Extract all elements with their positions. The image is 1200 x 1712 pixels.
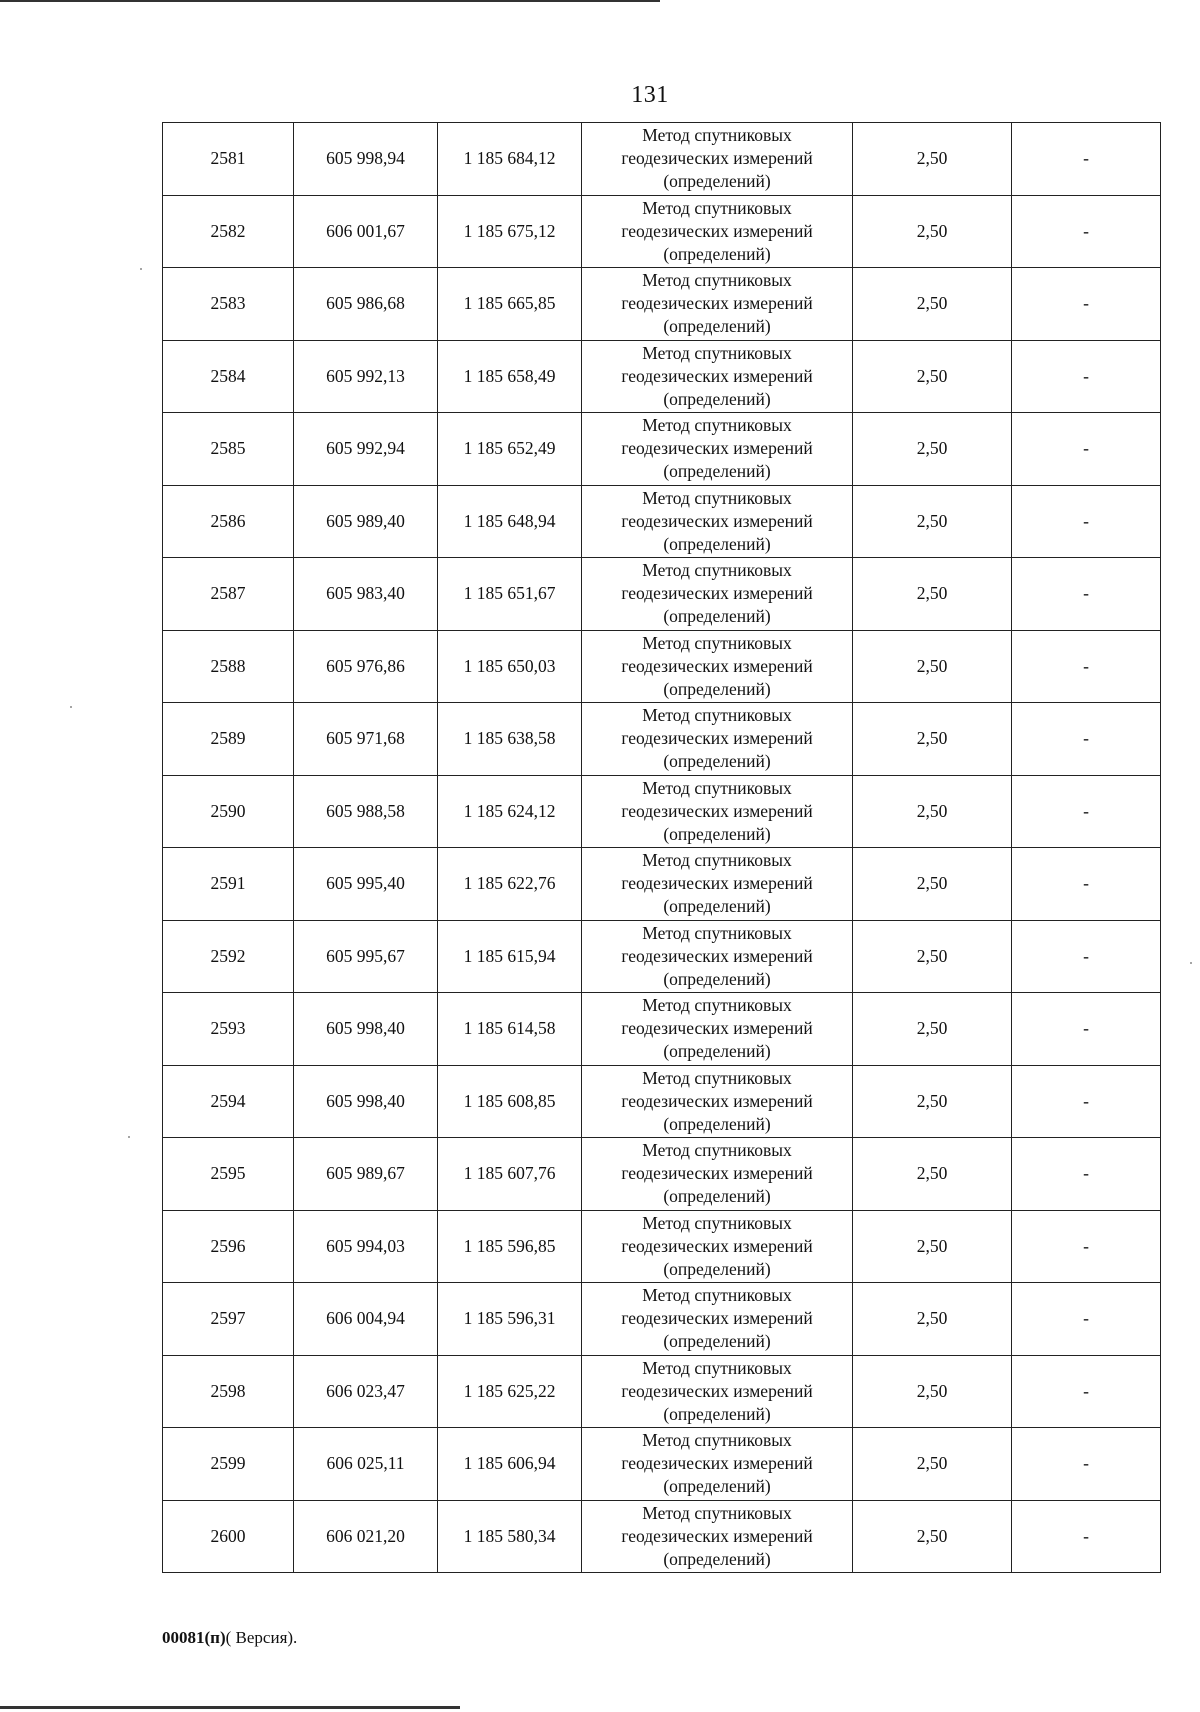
point-number-cell: 2583 — [163, 268, 294, 341]
method-text-line: геодезических измерений — [621, 873, 813, 894]
description-cell: - — [1012, 195, 1161, 268]
method-text-line: геодезических измерений — [621, 220, 813, 241]
description-cell: - — [1012, 703, 1161, 776]
method-cell — [582, 1065, 853, 1138]
x-coordinate-cell: 605 983,40 — [294, 558, 438, 631]
method-text-line: (определений) — [663, 678, 771, 699]
coordinates-table-body — [163, 123, 1161, 1573]
accuracy-cell: 2,50 — [853, 848, 1012, 921]
table-row — [163, 340, 1161, 413]
accuracy-cell: 2,50 — [853, 920, 1012, 993]
point-number-cell: 2597 — [163, 1283, 294, 1356]
x-coordinate-cell: 605 989,40 — [294, 485, 438, 558]
table-row — [163, 1355, 1161, 1428]
y-coordinate-cell: 1 185 648,94 — [438, 485, 582, 558]
method-text-line: геодезических измерений — [621, 510, 813, 531]
point-number-cell: 2594 — [163, 1065, 294, 1138]
method-cell — [582, 1500, 853, 1573]
point-number-cell: 2595 — [163, 1138, 294, 1211]
method-cell — [582, 1138, 853, 1211]
table-row — [163, 848, 1161, 921]
method-cell — [582, 1210, 853, 1283]
description-cell: - — [1012, 340, 1161, 413]
table-row — [163, 413, 1161, 486]
table-row — [163, 775, 1161, 848]
scan-speck — [128, 1136, 130, 1138]
top-scan-rule — [0, 0, 660, 2]
coordinates-table — [162, 122, 1161, 1573]
method-cell — [582, 993, 853, 1066]
method-text-line: геодезических измерений — [621, 293, 813, 314]
method-cell — [582, 268, 853, 341]
method-text-line: геодезических измерений — [621, 1453, 813, 1474]
table-row — [163, 1428, 1161, 1501]
method-cell — [582, 1283, 853, 1356]
table-row — [163, 485, 1161, 558]
accuracy-cell: 2,50 — [853, 1210, 1012, 1283]
accuracy-cell: 2,50 — [853, 340, 1012, 413]
table-row — [163, 123, 1161, 196]
method-text-line: геодезических измерений — [621, 945, 813, 966]
method-cell — [582, 123, 853, 196]
description-cell: - — [1012, 1355, 1161, 1428]
point-number-cell: 2598 — [163, 1355, 294, 1428]
table-row — [163, 1138, 1161, 1211]
method-text-line: геодезических измерений — [621, 1380, 813, 1401]
accuracy-cell: 2,50 — [853, 993, 1012, 1066]
method-text-line: (определений) — [663, 1331, 771, 1352]
y-coordinate-cell: 1 185 607,76 — [438, 1138, 582, 1211]
method-text-line: Метод спутниковых — [642, 125, 792, 146]
table-row — [163, 558, 1161, 631]
method-text-line: Метод спутниковых — [642, 705, 792, 726]
method-text-line: (определений) — [663, 1113, 771, 1134]
y-coordinate-cell: 1 185 638,58 — [438, 703, 582, 776]
method-text-line: (определений) — [663, 1548, 771, 1569]
method-text-line: (определений) — [663, 1041, 771, 1062]
accuracy-cell: 2,50 — [853, 485, 1012, 558]
accuracy-cell: 2,50 — [853, 195, 1012, 268]
y-coordinate-cell: 1 185 596,31 — [438, 1283, 582, 1356]
table-row — [163, 1065, 1161, 1138]
method-text-line: геодезических измерений — [621, 655, 813, 676]
description-cell: - — [1012, 1065, 1161, 1138]
point-number-cell: 2585 — [163, 413, 294, 486]
method-text-line: геодезических измерений — [621, 148, 813, 169]
method-text-line: (определений) — [663, 751, 771, 772]
method-cell — [582, 195, 853, 268]
description-cell: - — [1012, 268, 1161, 341]
description-cell: - — [1012, 558, 1161, 631]
point-number-cell: 2581 — [163, 123, 294, 196]
method-text-line: геодезических измерений — [621, 1235, 813, 1256]
accuracy-cell: 2,50 — [853, 1065, 1012, 1138]
point-number-cell: 2591 — [163, 848, 294, 921]
footer-code: 00081(п) — [162, 1628, 226, 1647]
x-coordinate-cell: 605 998,40 — [294, 1065, 438, 1138]
table-row — [163, 1500, 1161, 1573]
footer-version: ( Версия). — [225, 1628, 298, 1647]
method-text-line: геодезических измерений — [621, 800, 813, 821]
method-text-line: (определений) — [663, 968, 771, 989]
method-text-line: Метод спутниковых — [642, 995, 792, 1016]
method-cell — [582, 1355, 853, 1428]
accuracy-cell: 2,50 — [853, 123, 1012, 196]
method-text-line: геодезических измерений — [621, 1525, 813, 1546]
x-coordinate-cell: 605 992,94 — [294, 413, 438, 486]
point-number-cell: 2599 — [163, 1428, 294, 1501]
method-text-line: геодезических измерений — [621, 365, 813, 386]
accuracy-cell: 2,50 — [853, 558, 1012, 631]
point-number-cell: 2584 — [163, 340, 294, 413]
method-text-line: (определений) — [663, 1403, 771, 1424]
scan-speck — [140, 268, 142, 270]
method-text-line: Метод спутниковых — [642, 1357, 792, 1378]
description-cell: - — [1012, 413, 1161, 486]
y-coordinate-cell: 1 185 658,49 — [438, 340, 582, 413]
table-row — [163, 195, 1161, 268]
method-text-line: Метод спутниковых — [642, 1285, 792, 1306]
x-coordinate-cell: 605 988,58 — [294, 775, 438, 848]
method-text-line: (определений) — [663, 243, 771, 264]
description-cell: - — [1012, 630, 1161, 703]
point-number-cell: 2588 — [163, 630, 294, 703]
method-cell — [582, 703, 853, 776]
point-number-cell: 2582 — [163, 195, 294, 268]
method-text-line: (определений) — [663, 316, 771, 337]
method-cell — [582, 413, 853, 486]
description-cell: - — [1012, 920, 1161, 993]
point-number-cell: 2593 — [163, 993, 294, 1066]
method-text-line: Метод спутниковых — [642, 415, 792, 436]
method-text-line: геодезических измерений — [621, 583, 813, 604]
y-coordinate-cell: 1 185 614,58 — [438, 993, 582, 1066]
point-number-cell: 2592 — [163, 920, 294, 993]
table-row — [163, 703, 1161, 776]
accuracy-cell: 2,50 — [853, 703, 1012, 776]
method-text-line: геодезических измерений — [621, 1308, 813, 1329]
method-cell — [582, 558, 853, 631]
description-cell: - — [1012, 123, 1161, 196]
method-text-line: (определений) — [663, 388, 771, 409]
bottom-scan-rule — [0, 1706, 460, 1709]
method-cell — [582, 485, 853, 558]
method-text-line: Метод спутниковых — [642, 487, 792, 508]
y-coordinate-cell: 1 185 665,85 — [438, 268, 582, 341]
table-row — [163, 630, 1161, 703]
method-text-line: Метод спутниковых — [642, 1140, 792, 1161]
description-cell: - — [1012, 1428, 1161, 1501]
method-text-line: Метод спутниковых — [642, 197, 792, 218]
table-row — [163, 993, 1161, 1066]
method-cell — [582, 920, 853, 993]
method-text-line: Метод спутниковых — [642, 1067, 792, 1088]
x-coordinate-cell: 605 995,67 — [294, 920, 438, 993]
method-text-line: Метод спутниковых — [642, 1430, 792, 1451]
method-text-line: Метод спутниковых — [642, 922, 792, 943]
point-number-cell: 2586 — [163, 485, 294, 558]
method-cell — [582, 848, 853, 921]
method-cell — [582, 775, 853, 848]
accuracy-cell: 2,50 — [853, 775, 1012, 848]
method-text-line: (определений) — [663, 171, 771, 192]
description-cell: - — [1012, 993, 1161, 1066]
x-coordinate-cell: 605 995,40 — [294, 848, 438, 921]
x-coordinate-cell: 605 992,13 — [294, 340, 438, 413]
description-cell: - — [1012, 485, 1161, 558]
method-text-line: Метод спутниковых — [642, 342, 792, 363]
x-coordinate-cell: 605 998,40 — [294, 993, 438, 1066]
y-coordinate-cell: 1 185 625,22 — [438, 1355, 582, 1428]
method-text-line: (определений) — [663, 823, 771, 844]
x-coordinate-cell: 605 994,03 — [294, 1210, 438, 1283]
y-coordinate-cell: 1 185 684,12 — [438, 123, 582, 196]
description-cell: - — [1012, 1210, 1161, 1283]
accuracy-cell: 2,50 — [853, 1500, 1012, 1573]
method-text-line: геодезических измерений — [621, 1163, 813, 1184]
y-coordinate-cell: 1 185 615,94 — [438, 920, 582, 993]
method-text-line: (определений) — [663, 896, 771, 917]
table-row — [163, 920, 1161, 993]
point-number-cell: 2590 — [163, 775, 294, 848]
scan-speck — [70, 706, 72, 708]
method-text-line: геодезических измерений — [621, 438, 813, 459]
method-text-line: Метод спутниковых — [642, 850, 792, 871]
x-coordinate-cell: 606 021,20 — [294, 1500, 438, 1573]
method-text-line: геодезических измерений — [621, 728, 813, 749]
x-coordinate-cell: 606 001,67 — [294, 195, 438, 268]
page-number: 131 — [631, 82, 669, 108]
y-coordinate-cell: 1 185 624,12 — [438, 775, 582, 848]
method-cell — [582, 340, 853, 413]
description-cell: - — [1012, 1500, 1161, 1573]
method-text-line: (определений) — [663, 1186, 771, 1207]
accuracy-cell: 2,50 — [853, 630, 1012, 703]
x-coordinate-cell: 605 986,68 — [294, 268, 438, 341]
accuracy-cell: 2,50 — [853, 1283, 1012, 1356]
method-text-line: Метод спутниковых — [642, 270, 792, 291]
method-text-line: Метод спутниковых — [642, 632, 792, 653]
accuracy-cell: 2,50 — [853, 1138, 1012, 1211]
point-number-cell: 2587 — [163, 558, 294, 631]
description-cell: - — [1012, 775, 1161, 848]
point-number-cell: 2589 — [163, 703, 294, 776]
y-coordinate-cell: 1 185 652,49 — [438, 413, 582, 486]
y-coordinate-cell: 1 185 651,67 — [438, 558, 582, 631]
accuracy-cell: 2,50 — [853, 1428, 1012, 1501]
method-text-line: геодезических измерений — [621, 1090, 813, 1111]
description-cell: - — [1012, 1138, 1161, 1211]
point-number-cell: 2596 — [163, 1210, 294, 1283]
method-text-line: Метод спутниковых — [642, 560, 792, 581]
method-text-line: Метод спутниковых — [642, 777, 792, 798]
accuracy-cell: 2,50 — [853, 268, 1012, 341]
method-text-line: Метод спутниковых — [642, 1502, 792, 1523]
y-coordinate-cell: 1 185 580,34 — [438, 1500, 582, 1573]
table-row — [163, 1210, 1161, 1283]
method-text-line: геодезических измерений — [621, 1018, 813, 1039]
y-coordinate-cell: 1 185 606,94 — [438, 1428, 582, 1501]
x-coordinate-cell: 605 989,67 — [294, 1138, 438, 1211]
accuracy-cell: 2,50 — [853, 1355, 1012, 1428]
y-coordinate-cell: 1 185 608,85 — [438, 1065, 582, 1138]
method-text-line: Метод спутниковых — [642, 1212, 792, 1233]
y-coordinate-cell: 1 185 675,12 — [438, 195, 582, 268]
x-coordinate-cell: 606 004,94 — [294, 1283, 438, 1356]
method-cell — [582, 1428, 853, 1501]
x-coordinate-cell: 606 025,11 — [294, 1428, 438, 1501]
method-text-line: (определений) — [663, 533, 771, 554]
y-coordinate-cell: 1 185 650,03 — [438, 630, 582, 703]
x-coordinate-cell: 606 023,47 — [294, 1355, 438, 1428]
method-text-line: (определений) — [663, 1258, 771, 1279]
footer-reference — [162, 1628, 297, 1648]
x-coordinate-cell: 605 971,68 — [294, 703, 438, 776]
method-text-line: (определений) — [663, 1476, 771, 1497]
description-cell: - — [1012, 848, 1161, 921]
method-cell — [582, 630, 853, 703]
method-text-line: (определений) — [663, 606, 771, 627]
x-coordinate-cell: 605 976,86 — [294, 630, 438, 703]
method-text-line: (определений) — [663, 461, 771, 482]
y-coordinate-cell: 1 185 622,76 — [438, 848, 582, 921]
table-row — [163, 268, 1161, 341]
y-coordinate-cell: 1 185 596,85 — [438, 1210, 582, 1283]
table-row — [163, 1283, 1161, 1356]
accuracy-cell: 2,50 — [853, 413, 1012, 486]
description-cell: - — [1012, 1283, 1161, 1356]
point-number-cell: 2600 — [163, 1500, 294, 1573]
scan-speck — [1190, 962, 1192, 964]
x-coordinate-cell: 605 998,94 — [294, 123, 438, 196]
